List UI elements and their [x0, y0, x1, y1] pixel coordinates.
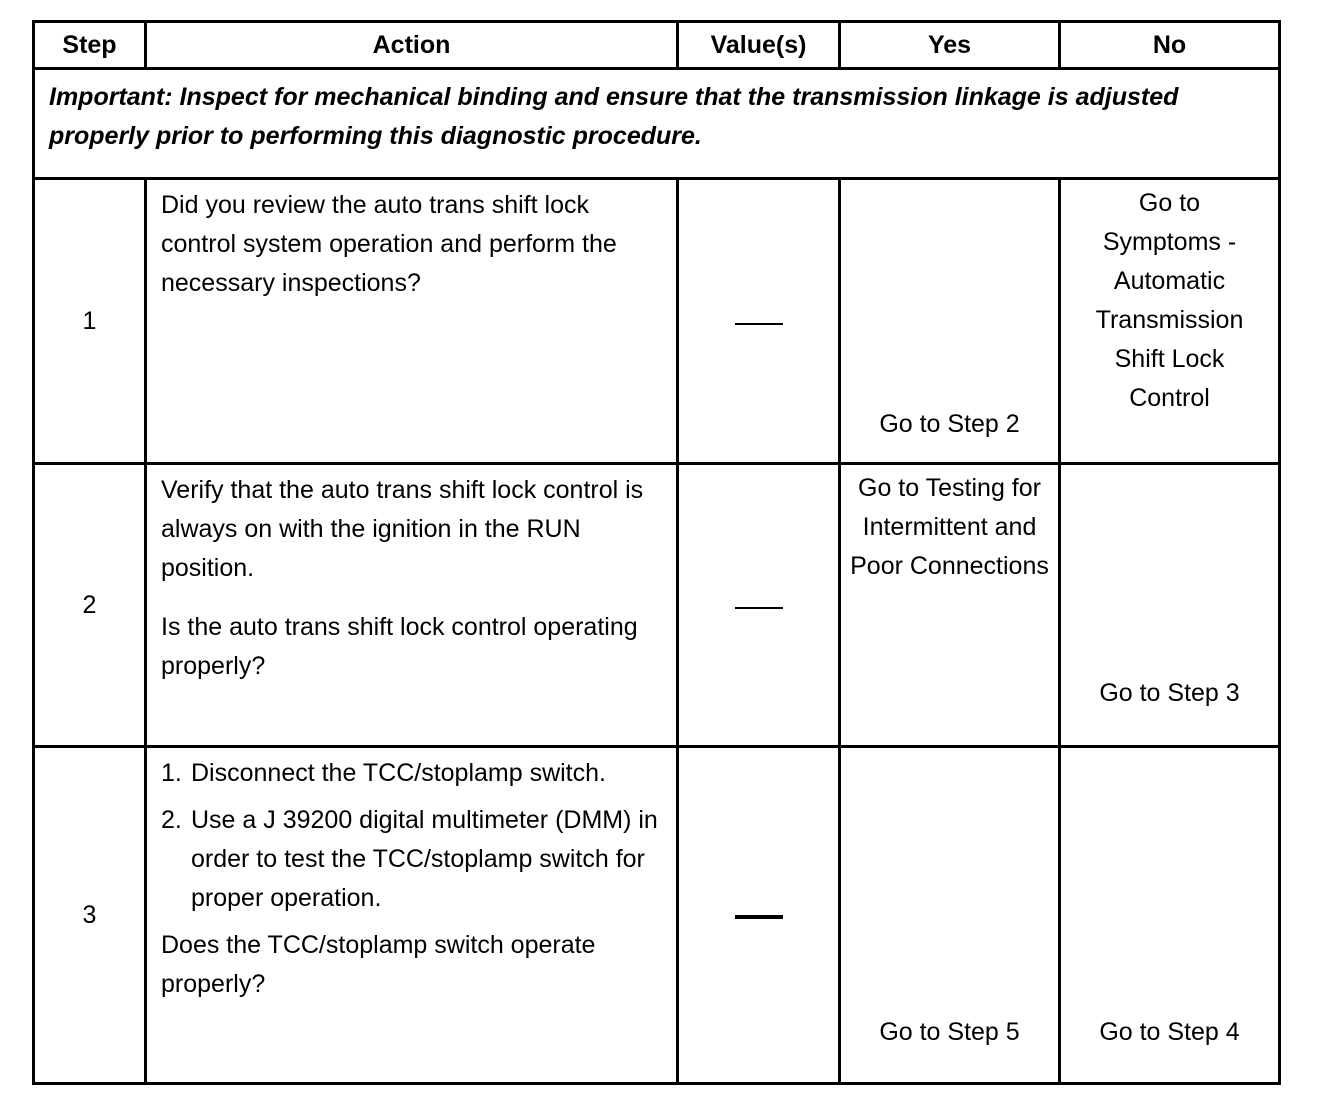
value-dash [735, 607, 783, 609]
header-step: Step [34, 22, 146, 69]
no-text: Go to Step 3 [1099, 679, 1240, 707]
no-cell [1060, 464, 1280, 747]
value-cell [678, 179, 840, 464]
step-number: 2 [34, 464, 146, 747]
value-cell [678, 464, 840, 747]
table-row [34, 747, 1280, 1084]
table-row [34, 464, 1280, 747]
yes-text: Go to Step 2 [879, 410, 1020, 438]
header-yes: Yes [840, 22, 1060, 69]
value-cell [678, 747, 840, 1084]
value-dash [735, 915, 783, 919]
list-item [161, 754, 662, 793]
step-number: 1 [34, 179, 146, 464]
action-cell [146, 747, 678, 1084]
yes-cell [840, 179, 1060, 464]
important-note: Important: Inspect for mechanical binding and ensure that the transmission linkage is adjusted properly prior to performing this diagnostic procedure. [34, 69, 1280, 179]
action-instruction: Verify that the auto trans shift lock control is always on with the ignition in the RUN position. [161, 476, 644, 582]
list-item-text: Disconnect the TCC/stoplamp switch. [191, 759, 606, 787]
diagnostic-table [32, 20, 1281, 1085]
step-number: 3 [34, 747, 146, 1084]
list-item-number: 1. [161, 759, 182, 787]
yes-text: Go to Testing for Intermittent and Poor Connections [840, 464, 1060, 747]
header-action: Action [146, 22, 678, 69]
no-text: Go to Step 4 [1099, 1018, 1240, 1046]
no-cell [1060, 747, 1280, 1084]
value-dash [735, 323, 783, 325]
action-cell [146, 464, 678, 747]
important-row [34, 69, 1280, 179]
list-item-number: 2. [161, 806, 182, 834]
header-no: No [1060, 22, 1280, 69]
list-item [161, 801, 662, 918]
action-steps-list [161, 754, 662, 918]
table-row [34, 179, 1280, 464]
header-values: Value(s) [678, 22, 840, 69]
header-row [34, 22, 1280, 69]
yes-text: Go to Step 5 [879, 1018, 1020, 1046]
action-question: Does the TCC/stoplamp switch operate properly? [161, 931, 596, 998]
list-item-text: Use a J 39200 digital multimeter (DMM) in order to test the TCC/stoplamp switch for proper operation. [191, 806, 658, 912]
no-text: Go to Symptoms - Automatic Transmission Shift Lock Control [1060, 179, 1280, 464]
yes-cell [840, 747, 1060, 1084]
action-question: Is the auto trans shift lock control operating properly? [161, 613, 638, 680]
action-text: Did you review the auto trans shift lock control system operation and perform the necessary inspections? [146, 179, 678, 464]
